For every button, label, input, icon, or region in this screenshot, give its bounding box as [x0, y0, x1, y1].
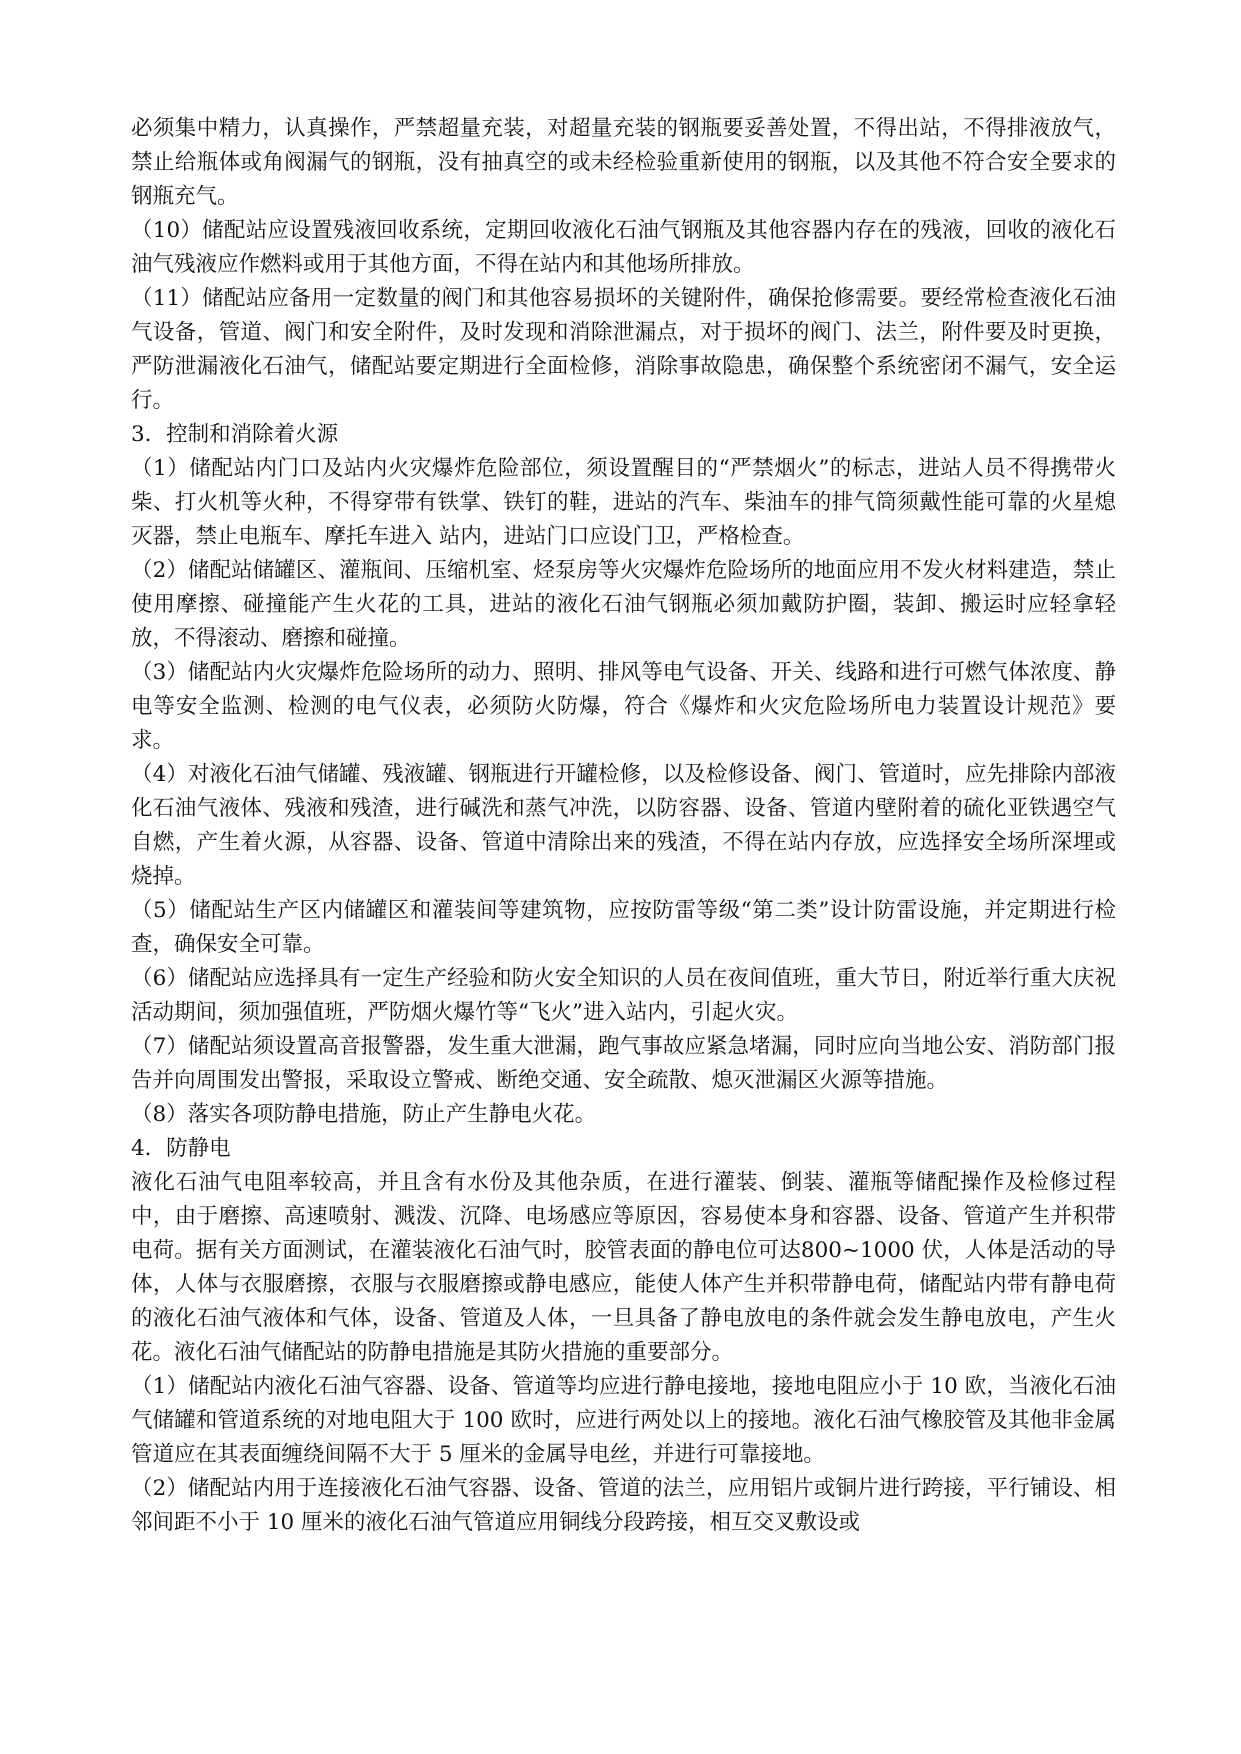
paragraph-s3-item-2: （2）储配站储罐区、灌瓶间、压缩机室、烃泵房等火灾爆炸危险场所的地面应用不发火材料建造，禁止使用摩擦、碰撞能产生火花的工具，进站的液化石油气钢瓶必须加戴防护圈，装卸、搬运时应轻拿轻放，不得滚动、磨擦和碰撞。 [131, 558, 1116, 651]
paragraph-s4-item-1: （1）储配站内液化石油气容器、设备、管道等均应进行静电接地，接地电阻应小于 10 欧，当液化石油气储罐和管道系统的对地电阻大于 100 欧时，应进行两处以上的接地。液化石油气橡胶管及其他非金属管道应在其表面缠绕间隔不大于 5 厘米的金属导电丝，并进行可靠接地。 [131, 1374, 1116, 1467]
paragraph-s4-intro: 液化石油气电阻率较高，并且含有水份及其他杂质，在进行灌装、倒装、灌瓶等储配操作及检修过程中，由于磨擦、高速喷射、溅泼、沉降、电场感应等原因，容易使本身和容器、设备、管道产生并积带电荷。据有关方面测试，在灌装液化石油气时，胶管表面的静电位可达800~1000 伏，人体是活动的导体，人体与衣服磨擦，衣服与衣服磨擦或静电感应，能使人体产生并积带静电荷，储配站内带有静电荷的液化石油气液体和气体，设备、管道及人体，一旦具备了静电放电的条件就会发生静电放电，产生火花。液化石油气储配站的防静电措施是其防火措施的重要部分。 [131, 1170, 1116, 1365]
paragraph-s3-item-6: （6）储配站应选择具有一定生产经验和防火安全知识的人员在夜间值班，重大节日，附近举行重大庆祝活动期间，须加强值班，严防烟火爆竹等“飞火”进入站内，引起火灾。 [131, 966, 1116, 1025]
paragraph-s3-item-3: （3）储配站内火灾爆炸危险场所的动力、照明、排风等电气设备、开关、线路和进行可燃气体浓度、静电等安全监测、检测的电气仪表，必须防火防爆，符合《爆炸和火灾危险场所电力装置设计规范》要求。 [131, 660, 1116, 753]
paragraph-item-11: （11）储配站应备用一定数量的阀门和其他容易损坏的关键附件，确保抢修需要。要经常检查液化石油气设备，管道、阀门和安全附件，及时发现和消除泄漏点，对于损坏的阀门、法兰，附件要及时更换，严防泄漏液化石油气，储配站要定期进行全面检修，消除事故隐患，确保整个系统密闭不漏气，安全运行。 [131, 286, 1116, 413]
paragraph-continuation: 必须集中精力，认真操作，严禁超量充装，对超量充装的钢瓶要妥善处置，不得出站，不得排液放气，禁止给瓶体或角阀漏气的钢瓶，没有抽真空的或未经检验重新使用的钢瓶，以及其他不符合安全要求的钢瓶充气。 [131, 116, 1116, 209]
paragraph-s3-item-4: （4）对液化石油气储罐、残液罐、钢瓶进行开罐检修，以及检修设备、阀门、管道时，应先排除内部液化石油气液体、残液和残渣，进行碱洗和蒸气冲洗，以防容器、设备、管道内壁附着的硫化亚铁遇空气自燃，产生着火源，从容器、设备、管道中清除出来的残渣，不得在站内存放，应选择安全场所深埋或烧掉。 [131, 762, 1116, 889]
paragraph-item-10: （10）储配站应设置残液回收系统，定期回收液化石油气钢瓶及其他容器内存在的残液，回收的液化石油气残液应作燃料或用于其他方面，不得在站内和其他场所排放。 [131, 218, 1116, 277]
section-heading-3: 3．控制和消除着火源 [131, 422, 339, 447]
document-body [131, 112, 1116, 1540]
paragraph-s3-item-1: （1）储配站内门口及站内火灾爆炸危险部位，须设置醒目的“严禁烟火”的标志，进站人员不得携带火柴、打火机等火种，不得穿带有铁掌、铁钉的鞋，进站的汽车、柴油车的排气筒须戴性能可靠的火星熄灭器，禁止电瓶车、摩托车进入 站内，进站门口应设门卫，严格检查。 [131, 456, 1116, 549]
section-heading-4: 4．防静电 [131, 1136, 231, 1161]
paragraph-s3-item-8: （8）落实各项防静电措施，防止产生静电火花。 [131, 1102, 597, 1127]
paragraph-s4-item-2: （2）储配站内用于连接液化石油气容器、设备、管道的法兰，应用铝片或铜片进行跨接，平行铺设、相邻间距不小于 10 厘米的液化石油气管道应用铜线分段跨接，相互交叉敷设或 [131, 1476, 1116, 1535]
paragraph-s3-item-7: （7）储配站须设置高音报警器，发生重大泄漏，跑气事故应紧急堵漏，同时应向当地公安、消防部门报告并向周围发出警报，采取设立警戒、断绝交通、安全疏散、熄灭泄漏区火源等措施。 [131, 1034, 1116, 1093]
paragraph-s3-item-5: （5）储配站生产区内储罐区和灌装间等建筑物，应按防雷等级“第二类”设计防雷设施，并定期进行检查，确保安全可靠。 [131, 898, 1116, 957]
